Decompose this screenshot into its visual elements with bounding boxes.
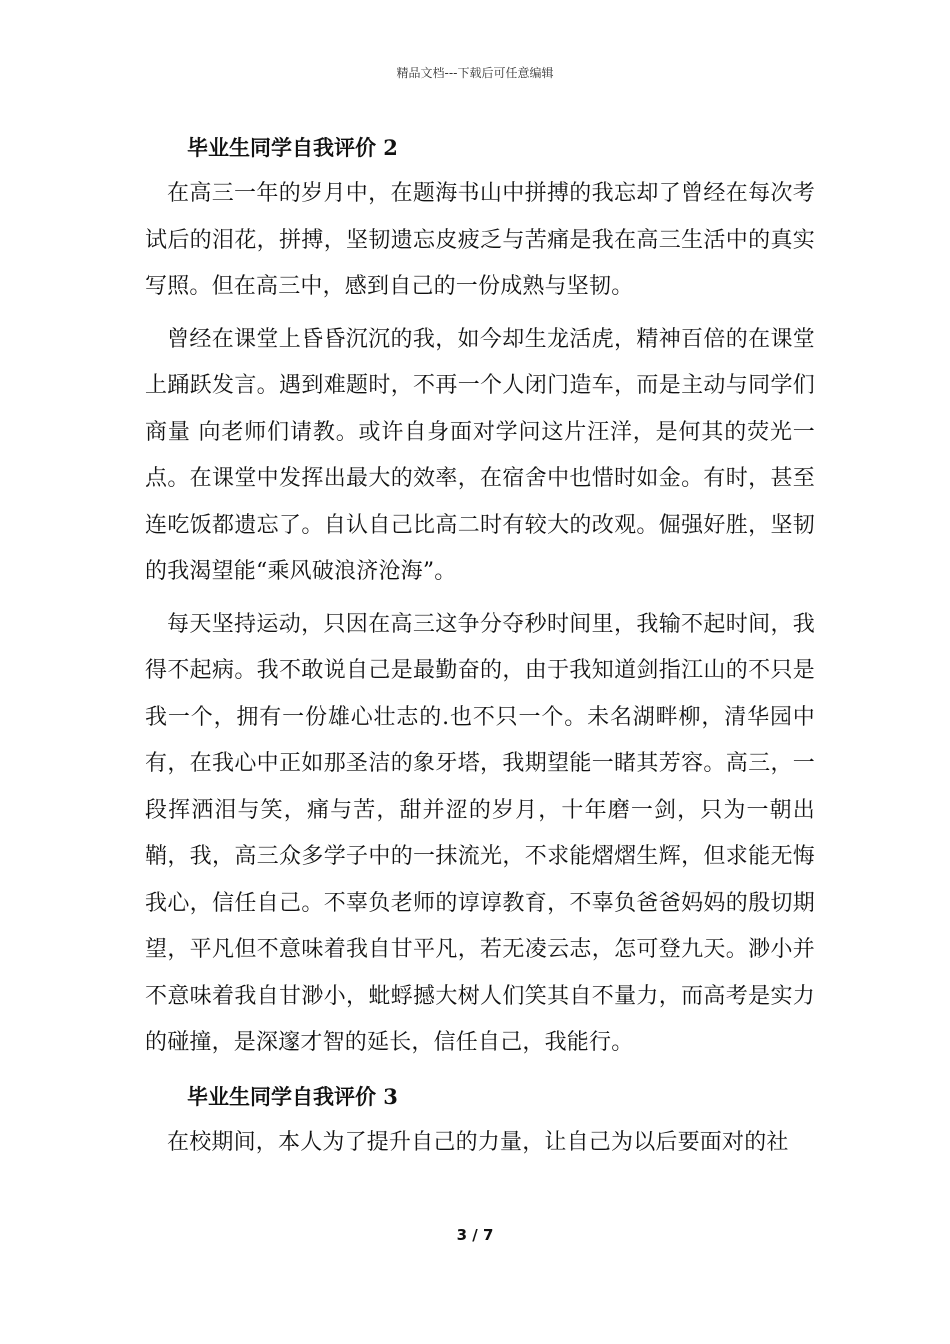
paragraph: 在校期间，本人为了提升自己的力量，让自己为以后要面对的社: [167, 1129, 789, 1155]
page-number: 3 / 7: [456, 1226, 494, 1244]
paragraph: 在高三一年的岁月中，在题海书山中拼搏的我忘却了曾经在每次考试后的泪花，拼搏，坚韧遗忘皮疲乏与苦痛是我在高三生活中的真实写照。但在高三中，感到自己的一份成熟与坚韧。: [145, 181, 815, 299]
document-body: [145, 124, 815, 1172]
section-title: 毕业生同学自我评价 2: [187, 135, 398, 160]
page-header-watermark: 精品文档---下载后可任意编辑: [396, 66, 554, 80]
paragraph: 每天坚持运动，只因在高三这争分夺秒时间里，我输不起时间，我得不起病。我不敢说自己是最勤奋的，由于我知道剑指江山的不只是我一个，拥有一份雄心壮志的.也不只一个。未名湖畔柳，清华园中有，在我心中正如那圣洁的象牙塔，我期望能一睹其芳容。高三，一段挥洒泪与笑，痛与苦，甜并涩的岁月，十年磨一剑，只为一朝出鞘，我，高三众多学子中的一抹流光，不求能熠熠生辉，但求能无悔我心，信任自己。不辜负老师的谆谆教育，不辜负爸爸妈妈的殷切期望，平凡但不意味着我自甘平凡，若无凌云志，怎可登九天。渺小并不意味着我自甘渺小，蚍蜉撼大树人们笑其自不量力，而高考是实力的碰撞，是深邃才智的延长，信任自己，我能行。: [145, 611, 815, 1055]
section-title: 毕业生同学自我评价 3: [187, 1083, 398, 1109]
paragraph: 曾经在课堂上昏昏沉沉的我，如今却生龙活虎，精神百倍的在课堂上踊跃发言。遇到难题时，不再一个人闭门造车，而是主动与同学们商量 向老师们请教。或许自身面对学问这片汪洋，是何其的荧光一点。在课堂中发挥出最大的效率，在宿舍中也惜时如金。有时，甚至连吃饭都遗忘了。自认自己比高二时有较大的改观。倔强好胜，坚韧的我渴望能“乘风破浪济沧海”。: [145, 326, 815, 584]
